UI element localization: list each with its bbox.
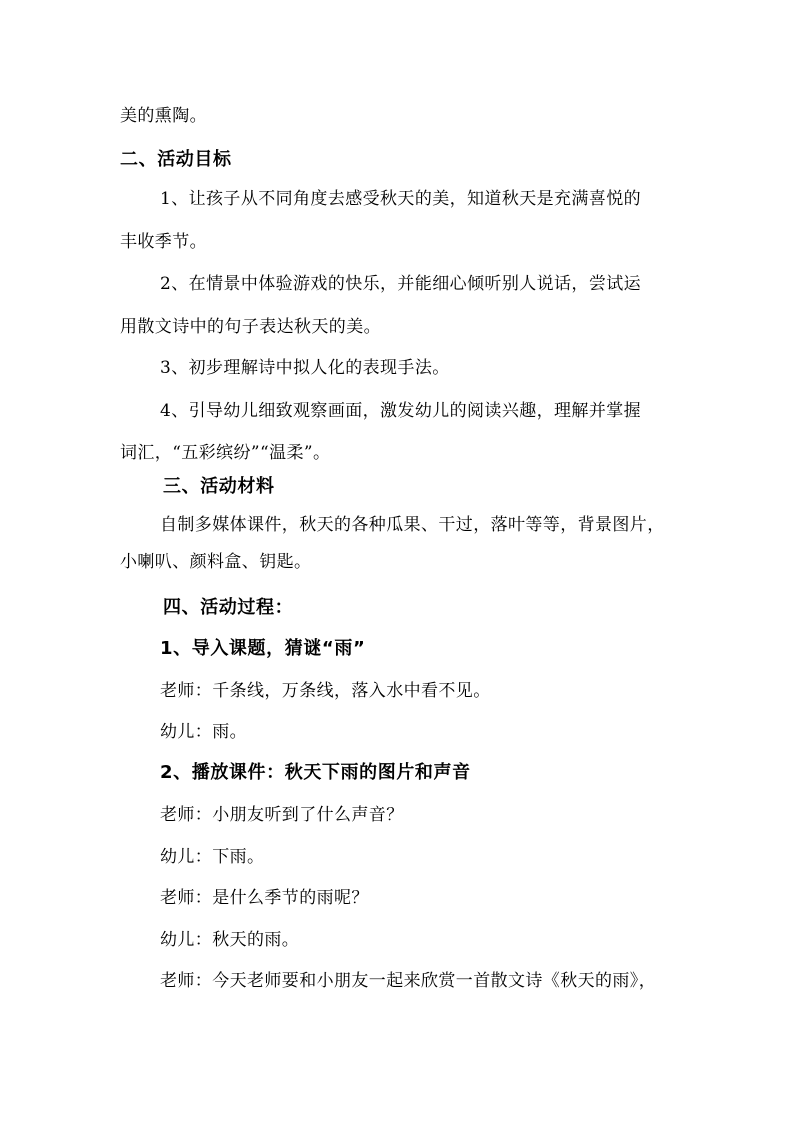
dialogue-line: 老师：千条线，万条线，落入水中看不见。 [160, 681, 491, 701]
paragraph-line: 2、在情景中体验游戏的快乐，并能细心倾听别人说话，尝试运 [160, 274, 642, 294]
dialogue-line: 幼儿：下雨。 [160, 847, 265, 867]
section-heading: 三、活动材料 [163, 476, 275, 497]
paragraph-line: 丰收季节。 [120, 232, 207, 252]
paragraph-line: 词汇，“五彩缤纷”“温柔”。 [120, 443, 331, 463]
paragraph-line: 4、引导幼儿细致观察画面，激发幼儿的阅读兴趣，理解并掌握 [160, 401, 642, 421]
paragraph-line: 1、让孩子从不同角度去感受秋天的美，知道秋天是充满喜悦的 [160, 189, 642, 209]
paragraph-line: 美的熏陶。 [120, 106, 207, 126]
subsection-heading: 1、导入课题，猜谜“雨” [160, 638, 366, 659]
paragraph-line: 自制多媒体课件，秋天的各种瓜果、干过，落叶等等，背景图片， [160, 515, 665, 535]
section-heading: 四、活动过程： [163, 597, 294, 618]
paragraph-line: 3、初步理解诗中拟人化的表现手法。 [160, 358, 450, 378]
section-heading: 二、活动目标 [120, 149, 232, 170]
dialogue-line: 老师：今天老师要和小朋友一起来欣赏一首散文诗《秋天的雨》， [160, 971, 657, 991]
paragraph-line: 小喇叭、颜料盒、钥匙。 [120, 552, 312, 572]
subsection-heading: 2、播放课件：秋天下雨的图片和声音 [160, 762, 471, 783]
dialogue-line: 幼儿：秋天的雨。 [160, 930, 300, 950]
dialogue-line: 老师：是什么季节的雨呢？ [160, 888, 369, 908]
dialogue-line: 老师：小朋友听到了什么声音？ [160, 805, 404, 825]
paragraph-line: 用散文诗中的句子表达秋天的美。 [120, 317, 381, 337]
dialogue-line: 幼儿：雨。 [160, 722, 247, 742]
